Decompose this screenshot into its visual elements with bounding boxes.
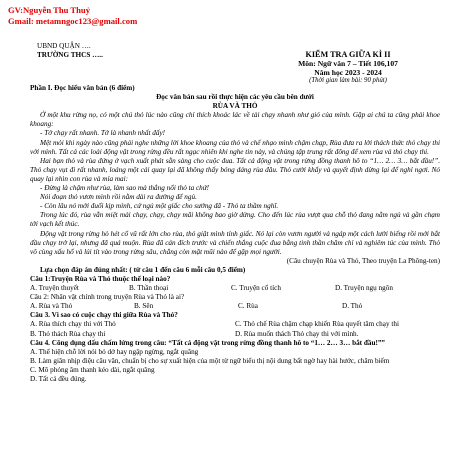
teacher-name: GV:Nguyễn Thu Thuỷ (8, 5, 91, 15)
part1-heading: Phần I. Đọc hiểu văn bản (6 điểm) (30, 84, 135, 92)
question-1: Câu 1:Truyện Rùa và Thỏ thuộc thể loại nào? (30, 274, 171, 283)
option-b[interactable]: B. Thỏ thách Rùa chạy thi (30, 329, 106, 338)
question-4: Câu 4. Công dụng dấu chấm lửng trong câu: “Tất cả động vật trong rừng đồng thanh hô to “1… 2… 3… bắt đầu!”” (30, 338, 386, 347)
option-b[interactable]: B. Thần thoại (129, 284, 169, 293)
story-paragraph: - Đừng là chậm như rùa, làm sao mà thắng nổi thỏ ta chứ! (40, 184, 210, 193)
story-paragraph: Ở một khu rừng nọ, có một chú thỏ lúc nào cũng chỉ thích khoác lác về tài chạy nhanh như gió của mình. Gặp ai chú ta cũng phải khoe khoang: (30, 111, 440, 129)
district-line: UBND QUẬN …. (37, 42, 91, 50)
option-c[interactable]: C. Rùa (238, 302, 258, 311)
option-a[interactable]: A. Rùa và Thỏ (30, 302, 73, 311)
exam-time: (Thời gian làm bài: 90 phút) (309, 77, 387, 85)
option-c[interactable]: C. Thỏ chế Rùa chậm chạp khiến Rùa quyết tâm chạy thi (235, 320, 399, 329)
question-1-options (30, 284, 440, 293)
exam-year: Năm học 2023 - 2024 (314, 67, 382, 77)
story-paragraph: Nói đoạn thỏ vươn mình rồi nằm dài ra đường để ngủ. (40, 193, 197, 202)
option-a[interactable]: A. Thể hiện chỗ lời nói bỏ dở hay ngập ngừng, ngắt quãng (30, 347, 199, 356)
option-d[interactable]: D. Rùa muốn thách Thỏ chạy thi với mình. (235, 329, 359, 338)
option-c[interactable]: C. Mô phỏng âm thanh kéo dài, ngắt quãng (30, 365, 155, 374)
teacher-info (8, 5, 137, 27)
story-title: RÙA VÀ THỎ (212, 102, 258, 111)
option-b[interactable]: B. Làm giãn nhịp điệu câu văn, chuẩn bị cho sự xuất hiện của một từ ngữ biểu thị nội dung bất ngờ hay hài hước, châm biếm (30, 356, 390, 365)
teacher-email: Gmail: metamngoc123@gmail.com (8, 16, 138, 26)
exam-subject: Môn: Ngữ văn 7 – Tiết 106,107 (298, 58, 398, 68)
school-header (37, 42, 103, 60)
question-2-options (30, 302, 440, 311)
exam-body (30, 84, 440, 384)
story-paragraph: Động vật trong rừng hò hét cổ vũ rất lớn cho rùa, thỏ giật mình tỉnh giấc. Nó lại còn vươn người và ngáp một cách lười biếng rồi mới bắt đầu chạy trở lại, nhưng đã quá muộn. Rùa đã cán đích trước và chiến thắng cuộc đua bằng tinh thần chăm chỉ và nghiêm túc của mình. Thỏ vô cùng xấu hổ và lủi tít vào trong rừng sâu, chẳng còn mặt mũi nào để gặp mọi người. (30, 229, 440, 256)
story-paragraph: Mệt mỏi khi ngày nào cũng phải nghe những lời khoe khoang của thỏ và chế nhạo mình chậm chạp, Rùa đưa ra lời thách thức thỏ chạy thi với mình. Tất cả các loài động vật trong rừng đều rất ngạc nhiên khi nghe tin này, và chúng tập trung rất đông để xem rùa và thỏ chạy thi. (30, 138, 440, 156)
question-3-options-row-1 (30, 320, 440, 329)
option-d[interactable]: D. Tất cả đều đúng. (30, 375, 87, 383)
question-2: Câu 2: Nhân vật chính trong truyện Rùa và Thỏ là ai? (30, 293, 185, 302)
school-line: TRƯỜNG THCS ….. (37, 51, 103, 59)
exam-header (248, 51, 448, 86)
story-source: (Câu chuyện Rùa và Thỏ, Theo truyện La Phông-ten) (286, 256, 440, 265)
question-3-options-row-2 (30, 330, 440, 339)
question-3: Câu 3. Vì sao có cuộc chạy thi giữa Rùa và Thỏ? (30, 311, 178, 320)
part1-instruction: Đọc văn bản sau rồi thực hiện các yêu cầu bên dưới (156, 93, 314, 102)
story-paragraph: - Còn lâu nó mới đuổi kịp mình, cứ ngủ một giấc cho sướng đã - Thỏ ta thầm nghĩ. (40, 202, 279, 211)
story-paragraph: Trong lúc đó, rùa vẫn miệt mài chạy, chạy, chạy mãi không bao giờ dừng. Cho đến lúc rùa vượt qua chỗ thỏ đang nằm ngủ và gần chạm tới vạch kết thúc. (30, 211, 440, 229)
option-b[interactable]: B. Sên (134, 302, 154, 311)
option-d[interactable]: D. Thỏ (342, 302, 363, 311)
story-paragraph: Hai bạn thỏ và rùa đứng ở vạch xuất phát sẵn sàng cho cuộc đua. Tất cả động vật trong rừng đồng thanh hô to “1… 2… 3… bắt đầu!”. Thỏ chạy vụt đi rất nhanh, loáng một cái quay lại đã không thấy bóng dáng rùa đâu. Thỏ cười khẩy và quyết định dừng lại để nghỉ ngơi. Nó quay lại nhìn con rùa và mỉa mai: (30, 156, 440, 183)
option-c[interactable]: C. Truyện cổ tích (231, 284, 281, 293)
exam-title: KIỂM TRA GIỮA KÌ II (305, 50, 391, 59)
option-a[interactable]: A. Truyện thuyết (30, 284, 79, 293)
option-a[interactable]: A. Rùa thích chạy thi với Thỏ (30, 320, 116, 329)
option-d[interactable]: D. Truyện ngụ ngôn (335, 284, 393, 293)
story-paragraph: - Tớ chạy rất nhanh. Tớ là nhanh nhất đấy! (40, 129, 166, 138)
choose-instruction: Lựa chọn đáp án đúng nhất: ( từ câu 1 đến câu 6 mỗi câu 0,5 điểm) (40, 265, 246, 274)
